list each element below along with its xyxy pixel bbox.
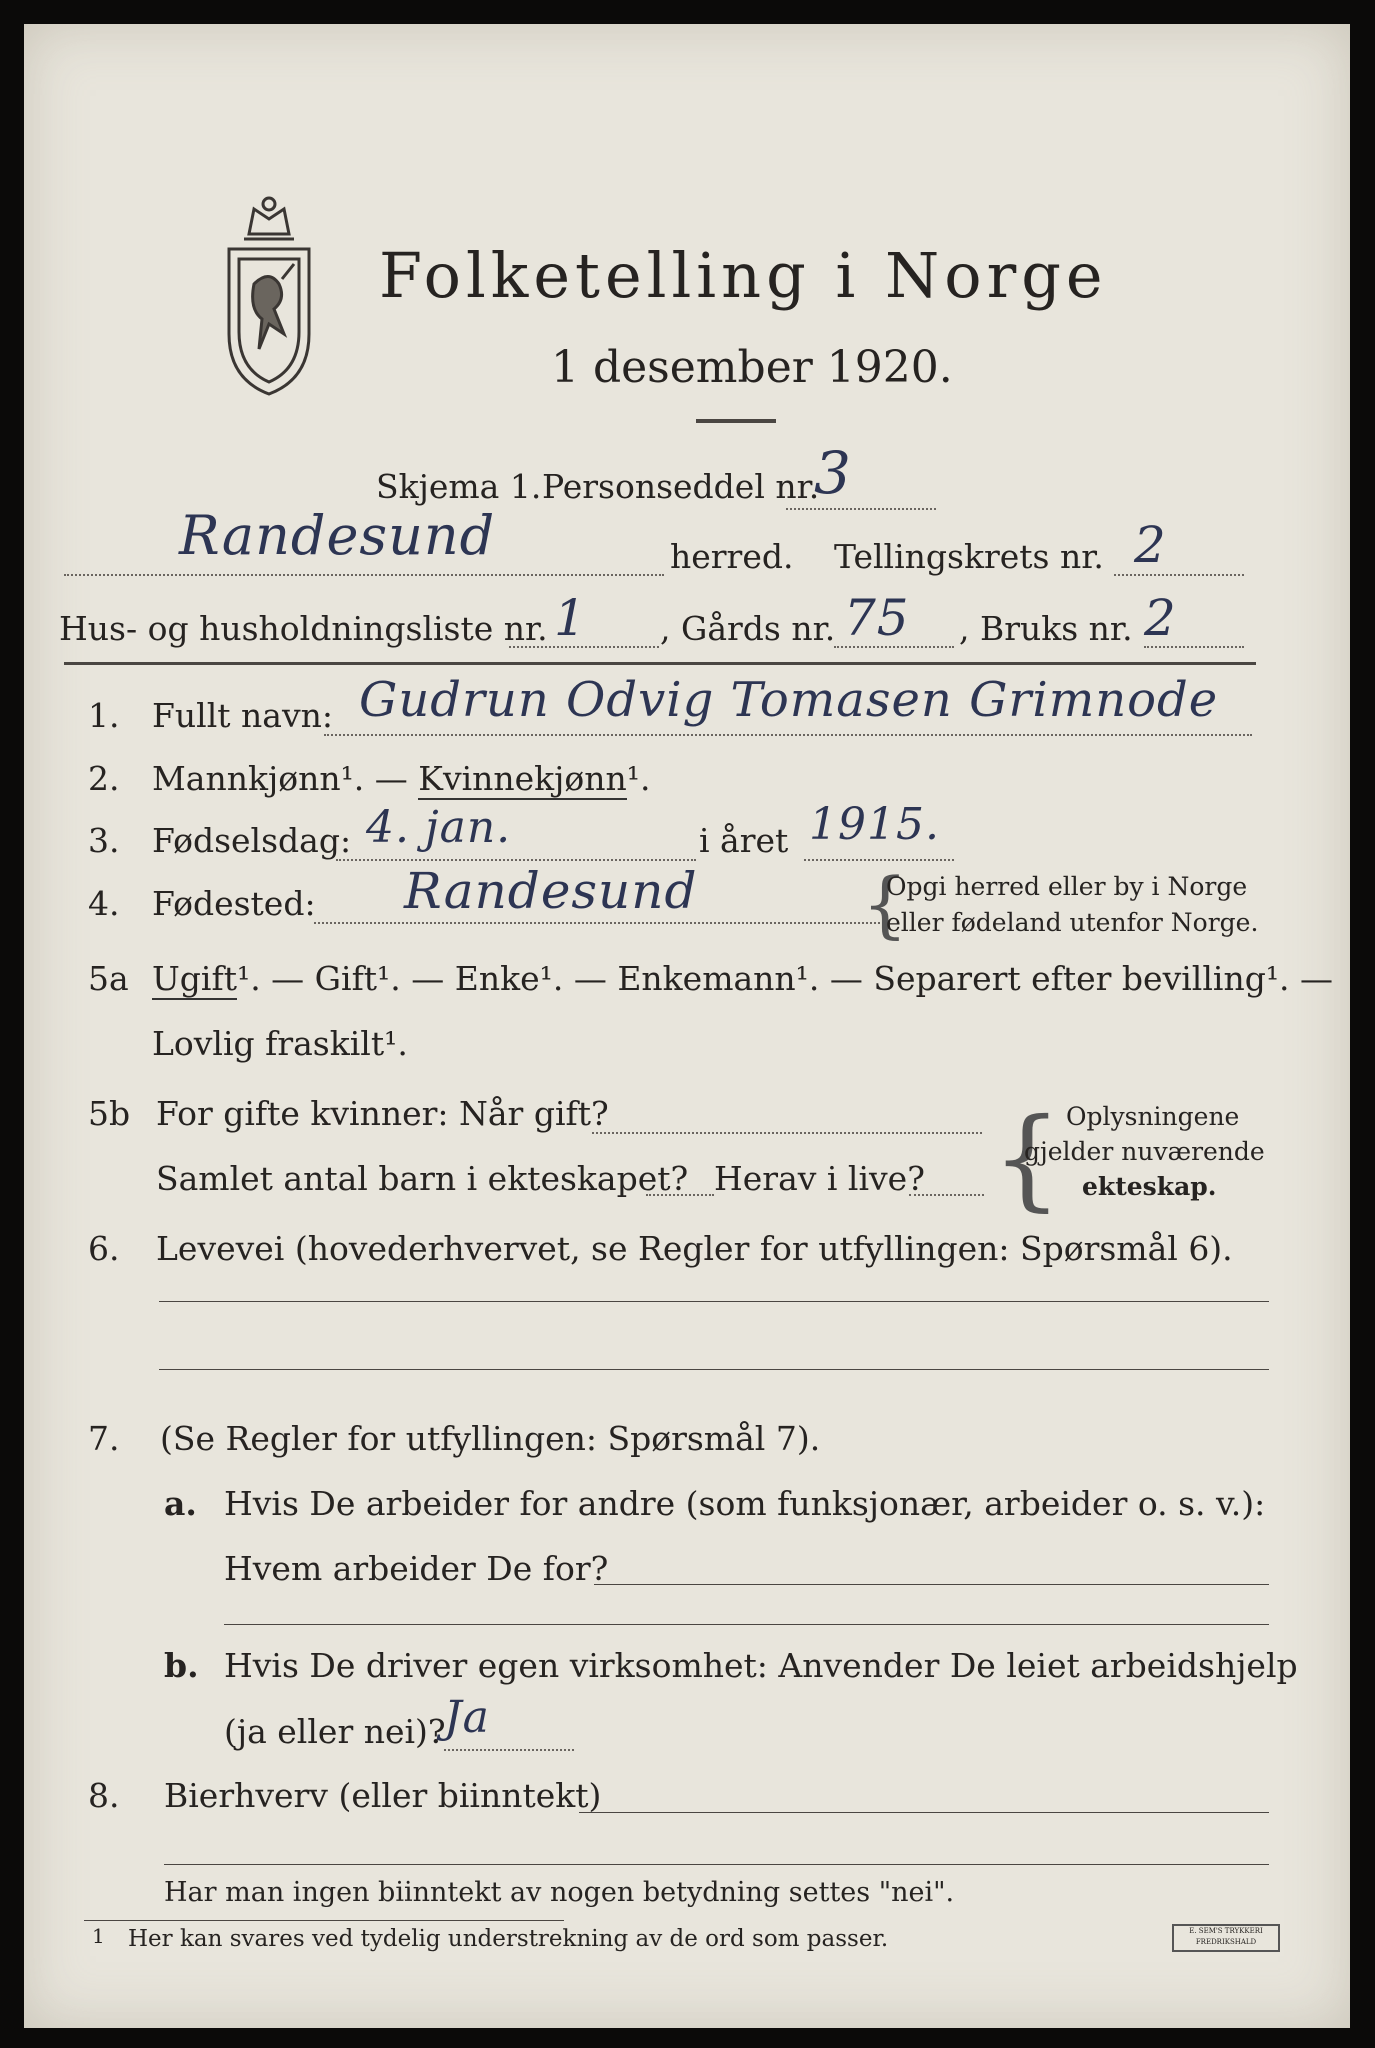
tellingskrets-value[interactable]: 2 xyxy=(1134,516,1167,574)
personseddel-label: Personseddel nr. xyxy=(542,467,820,506)
gards-label: , Gårds nr. xyxy=(660,609,836,648)
birthday-value[interactable]: 4. jan. xyxy=(366,802,512,853)
q1-number: 1. xyxy=(88,696,120,735)
q5b-number: 5b xyxy=(88,1094,131,1133)
footnote-divider xyxy=(84,1920,564,1921)
herred-value[interactable]: Randesund xyxy=(179,504,496,567)
q3-number: 3. xyxy=(88,821,120,860)
herred-label: herred. xyxy=(670,537,794,576)
tellingskrets-label: Tellingskrets nr. xyxy=(834,537,1104,576)
gards-value[interactable]: 75 xyxy=(844,589,910,647)
q7a-letter: a. xyxy=(164,1484,197,1523)
q7a-label: Hvis De arbeider for andre (som funksjonær, arbeider o. s. v.): xyxy=(224,1484,1266,1523)
q1-label: Fullt navn: xyxy=(152,696,333,735)
husliste-label: Hus- og husholdningsliste nr. xyxy=(59,609,548,648)
option-lovlig-fraskilt[interactable]: Lovlig fraskilt¹. xyxy=(152,1024,408,1063)
bruks-label: , Bruks nr. xyxy=(959,609,1133,648)
bruks-value[interactable]: 2 xyxy=(1144,589,1177,647)
children-total-field[interactable] xyxy=(646,1194,714,1196)
birthplace-value[interactable]: Randesund xyxy=(404,862,698,920)
census-form: Folketelling i Norge 1 desember 1920. Skjema 1. Personseddel nr. 3 Randesund herred. Tellingskrets nr. 2 Hus- og husholdningsliste nr. 1 , Gårds nr. 75 , Bruks nr. 2 1. Fullt navn: Gudrun Odvig Tomasen Grimnode 2. Mannkjønn¹. — Kvinnekjønn¹. 3. Fødselsdag: 4. jan. i året 1915. 4. Fødested: Randesund { Opgi herred eller by i Norge eller fødeland utenfor Norge. 5a Ugift¹. — Gift¹. — Enke¹. — Enkemann¹. — Separert efter bevilling¹. — Lovlig fraskilt¹. 5b For gifte kvinner: Når gift? Samlet antal barn i ekteskapet? Herav i live? { Oplysningene gjelder nuværende ekteskap. 6. Levevei (hovederhvervet, se Regler for utfyllingen: Spørsmål 6). 7. (Se Regler for utfyllingen: Spørsmål 7). a. Hvis De arbeider for andre (som funksjonær, arbeider o. s. v.): Hvem arbeider De for? b. Hvis De driver egen virksomhet: Anvender De leiet arbeidshjelp (ja eller nei)? Ja 8. Bierhverv (eller biinntekt) Har man ingen biinntekt av nogen betydning settes "nei". 1 Her kan svares ved tydelig understrekning av de ord som passer. E. SEM'S TRYKKERI FREDRIKSHALD xyxy=(24,24,1350,2028)
q3-label: Fødselsdag: xyxy=(152,821,352,860)
employer-field-2[interactable] xyxy=(224,1624,1269,1625)
birth-year-value[interactable]: 1915. xyxy=(809,799,940,850)
side-income-field[interactable] xyxy=(579,1812,1269,1813)
employer-field[interactable] xyxy=(594,1584,1269,1585)
title-divider xyxy=(696,419,776,423)
q5b-note-3: ekteskap. xyxy=(1082,1172,1217,1201)
side-income-field-2[interactable] xyxy=(164,1864,1269,1865)
q5b-label: For gifte kvinner: Når gift? xyxy=(156,1094,609,1133)
option-ugift[interactable]: Ugift xyxy=(152,959,237,998)
option-mannkjonn[interactable]: Mannkjønn¹. — xyxy=(152,759,408,798)
q5a-options xyxy=(152,959,1333,998)
q2-options: Mannkjønn¹. — Kvinnekjønn¹. xyxy=(152,759,651,798)
q7b-label: Hvis De driver egen virksomhet: Anvender De leiet arbeidshjelp xyxy=(224,1646,1298,1685)
q3-year-label: i året xyxy=(699,821,789,860)
q4-label: Fødested: xyxy=(152,884,316,923)
form-title: Folketelling i Norge xyxy=(379,239,1108,312)
occupation-field-2[interactable] xyxy=(159,1369,1269,1370)
q6-label: Levevei (hovederhvervet, se Regler for utfyllingen: Spørsmål 6). xyxy=(156,1229,1233,1268)
personseddel-value[interactable]: 3 xyxy=(814,439,852,507)
q7-number: 7. xyxy=(88,1419,120,1458)
q5b-note-2: gjelder nuværende xyxy=(1024,1137,1265,1166)
q7b-letter: b. xyxy=(164,1646,199,1685)
full-name-value[interactable]: Gudrun Odvig Tomasen Grimnode xyxy=(359,672,1219,728)
occupation-field-1[interactable] xyxy=(159,1301,1269,1302)
q6-number: 6. xyxy=(88,1229,120,1268)
husliste-value[interactable]: 1 xyxy=(554,589,587,647)
children-alive-field[interactable] xyxy=(909,1194,984,1196)
footnote-number: 1 xyxy=(92,1924,105,1948)
skjema-label: Skjema 1. xyxy=(376,467,542,506)
marital-options[interactable]: ¹. — Gift¹. — Enke¹. — Enkemann¹. — Separert efter bevilling¹. — xyxy=(236,959,1334,998)
coat-of-arms-icon xyxy=(214,184,324,404)
q7b-answer-label: (ja eller nei)? xyxy=(224,1712,446,1751)
q7a-employer-label: Hvem arbeider De for? xyxy=(224,1549,609,1588)
birthplace-note-1: Opgi herred eller by i Norge xyxy=(886,872,1248,901)
option-kvinnekjonn[interactable]: Kvinnekjønn xyxy=(418,759,627,798)
printer-mark: E. SEM'S TRYKKERI FREDRIKSHALD xyxy=(1172,1924,1280,1952)
married-date-field[interactable] xyxy=(592,1132,982,1134)
q4-number: 4. xyxy=(88,884,120,923)
q5a-number: 5a xyxy=(88,959,129,998)
q8-label: Bierhverv (eller biinntekt) xyxy=(164,1776,602,1815)
q5b-children-label: Samlet antal barn i ekteskapet? xyxy=(156,1159,689,1198)
q8-note: Har man ingen biinntekt av nogen betydning settes "nei". xyxy=(164,1877,955,1908)
q5b-note-1: Oplysningene xyxy=(1066,1102,1240,1131)
q2-number: 2. xyxy=(88,759,120,798)
q5b-alive-label: Herav i live? xyxy=(714,1159,925,1198)
q8-number: 8. xyxy=(88,1776,120,1815)
form-date: 1 desember 1920. xyxy=(551,342,953,393)
hired-help-value[interactable]: Ja xyxy=(444,1692,490,1743)
header-divider xyxy=(64,662,1256,665)
q7-label: (Se Regler for utfyllingen: Spørsmål 7). xyxy=(160,1419,821,1458)
footnote-text: Her kan svares ved tydelig understrekning av de ord som passer. xyxy=(128,1926,889,1952)
birthplace-note-2: eller fødeland utenfor Norge. xyxy=(886,908,1259,937)
